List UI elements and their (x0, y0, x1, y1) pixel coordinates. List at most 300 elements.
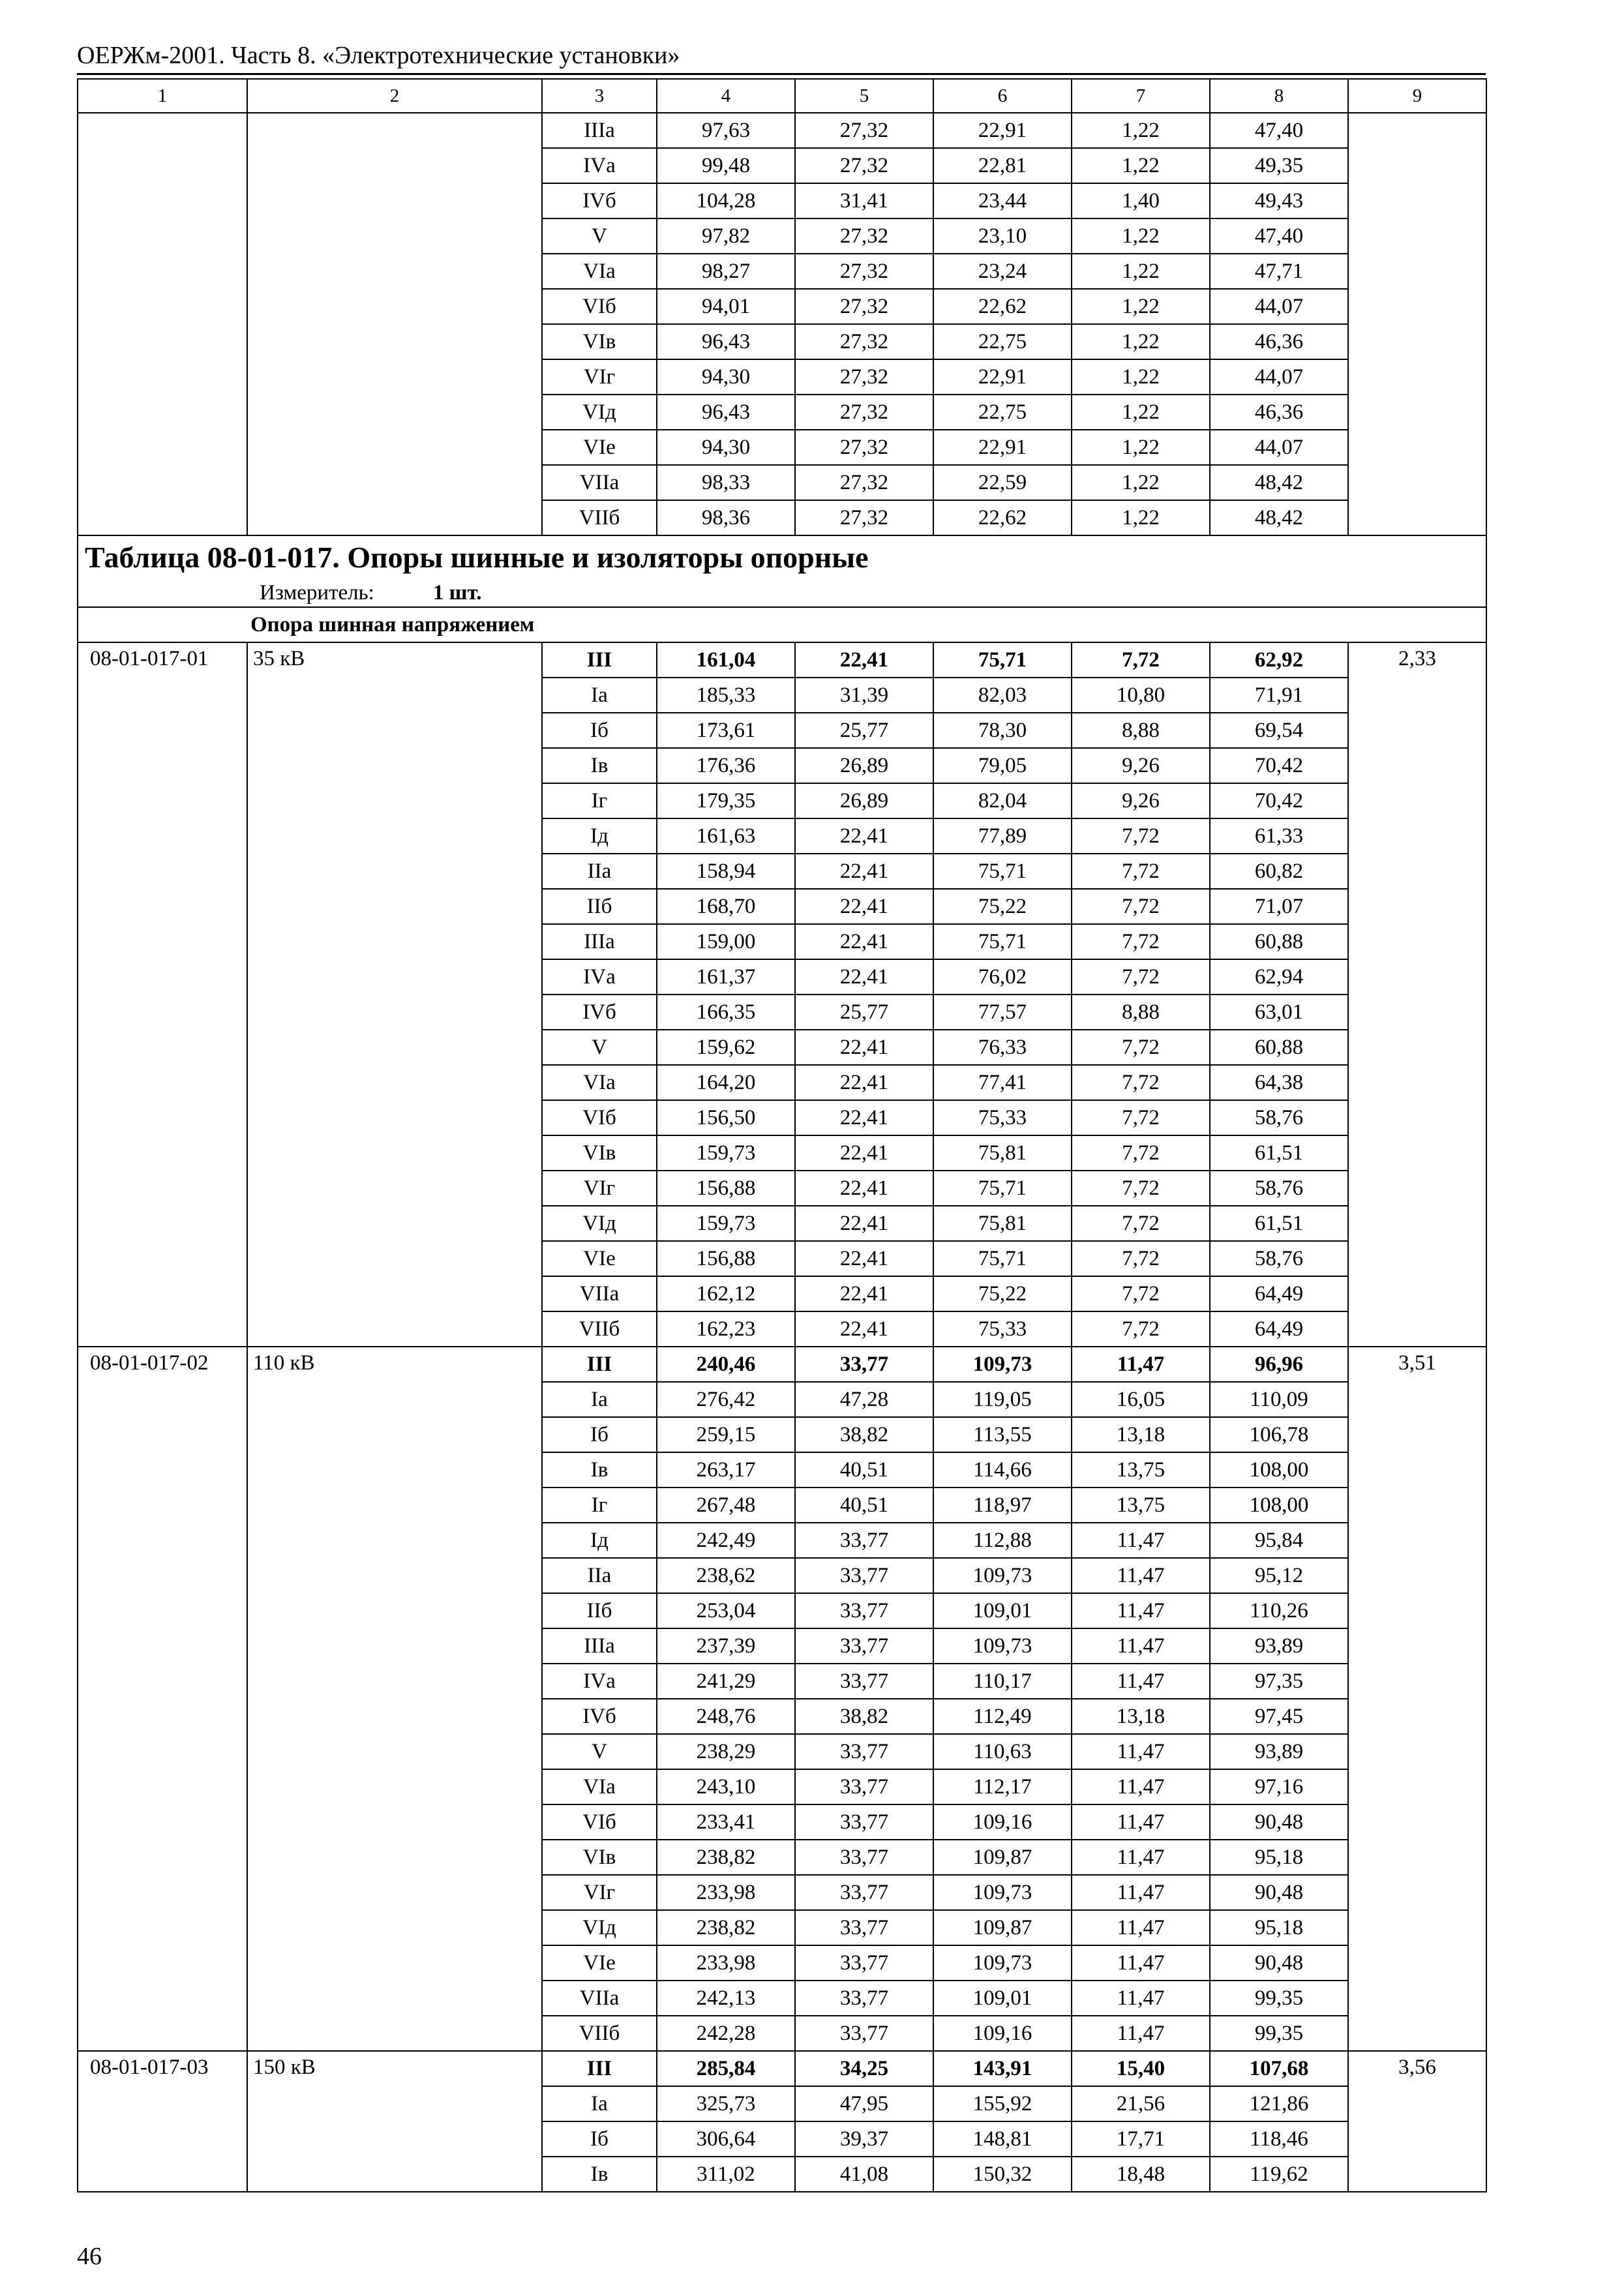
table-cell: 1,40 (1072, 183, 1210, 218)
table-cell: 78,30 (933, 713, 1072, 748)
table-cell: 93,89 (1210, 1628, 1348, 1664)
table-cell: 248,76 (657, 1699, 795, 1734)
table-cell: 1,22 (1072, 395, 1210, 430)
table-cell: 47,71 (1210, 254, 1348, 289)
table-cell: 70,42 (1210, 783, 1348, 818)
rate-name: 150 кВ (247, 2051, 542, 2192)
table-cell: 233,98 (657, 1875, 795, 1910)
table-row (78, 254, 1486, 289)
table-cell: 75,71 (933, 1241, 1072, 1276)
table-cell: 75,71 (933, 854, 1072, 889)
empty-cell (1348, 183, 1486, 218)
table-cell: 11,47 (1072, 1664, 1210, 1699)
empty-cell (247, 324, 542, 359)
table-cell: 242,13 (657, 1981, 795, 2016)
table-cell: 11,47 (1072, 1347, 1210, 1382)
table-cell: 162,12 (657, 1276, 795, 1311)
table-cell: 23,44 (933, 183, 1072, 218)
table-cell: 41,08 (795, 2157, 933, 2192)
table-cell: 109,16 (933, 1804, 1072, 1840)
table-cell: 240,46 (657, 1347, 795, 1382)
table-cell: 33,77 (795, 1347, 933, 1382)
table-cell: 156,88 (657, 1171, 795, 1206)
column-number: 3 (542, 79, 657, 113)
table-cell: 242,28 (657, 2016, 795, 2051)
table-cell: 95,84 (1210, 1523, 1348, 1558)
table-cell: VIб (542, 289, 657, 324)
rate-name: 110 кВ (247, 1347, 542, 2051)
table-title-cell (78, 535, 1486, 607)
column-number: 7 (1072, 79, 1210, 113)
table-cell: 27,32 (795, 324, 933, 359)
table-cell: IVб (542, 995, 657, 1030)
table-cell: 11,47 (1072, 1840, 1210, 1875)
table-cell: 62,92 (1210, 642, 1348, 678)
table-cell: 47,95 (795, 2086, 933, 2121)
table-cell: 13,18 (1072, 1417, 1210, 1452)
table-cell: 159,73 (657, 1206, 795, 1241)
table-cell: 238,82 (657, 1840, 795, 1875)
table-row (78, 465, 1486, 500)
table-cell: 27,32 (795, 218, 933, 254)
table-cell: 155,92 (933, 2086, 1072, 2121)
table-cell: 22,81 (933, 148, 1072, 183)
empty-cell (78, 430, 247, 465)
table-cell: 109,73 (933, 1347, 1072, 1382)
table-cell: 96,96 (1210, 1347, 1348, 1382)
table-cell: 33,77 (795, 1523, 933, 1558)
table-cell: 173,61 (657, 713, 795, 748)
table-cell: VIIб (542, 2016, 657, 2051)
table-cell: 22,41 (795, 924, 933, 959)
table-cell: 161,37 (657, 959, 795, 995)
table-cell: 161,04 (657, 642, 795, 678)
table-cell: 242,49 (657, 1523, 795, 1558)
table-cell: 75,22 (933, 1276, 1072, 1311)
table-cell: 119,05 (933, 1382, 1072, 1417)
table-cell: 11,47 (1072, 1804, 1210, 1840)
table-cell: IVб (542, 1699, 657, 1734)
empty-cell (247, 218, 542, 254)
empty-cell (1348, 218, 1486, 254)
table-cell: 60,82 (1210, 854, 1348, 889)
empty-cell (78, 324, 247, 359)
table-cell: 27,32 (795, 148, 933, 183)
table-cell: V (542, 218, 657, 254)
table-cell: 33,77 (795, 1840, 933, 1875)
column-number: 1 (78, 79, 247, 113)
table-cell: VIд (542, 1206, 657, 1241)
table-cell: 46,36 (1210, 395, 1348, 430)
table-cell: 162,23 (657, 1311, 795, 1347)
table-row (78, 395, 1486, 430)
column-number: 5 (795, 79, 933, 113)
table-cell: 11,47 (1072, 1593, 1210, 1628)
table-cell: 33,77 (795, 2016, 933, 2051)
table-cell: 11,47 (1072, 1875, 1210, 1910)
table-cell: 107,68 (1210, 2051, 1348, 2086)
table-cell: 97,63 (657, 113, 795, 148)
table-cell: 48,42 (1210, 500, 1348, 535)
empty-cell (78, 254, 247, 289)
empty-cell (1348, 148, 1486, 183)
table-cell: VIд (542, 395, 657, 430)
table-cell: 13,75 (1072, 1452, 1210, 1488)
table-cell: 94,30 (657, 430, 795, 465)
table-cell: 58,76 (1210, 1171, 1348, 1206)
table-cell: 276,42 (657, 1382, 795, 1417)
empty-cell (1348, 113, 1486, 148)
table-cell: 95,18 (1210, 1910, 1348, 1945)
meter-label: Измеритель: (260, 581, 374, 605)
table-cell: 99,35 (1210, 2016, 1348, 2051)
empty-cell (247, 430, 542, 465)
table-cell: 9,26 (1072, 748, 1210, 783)
table-cell: 77,57 (933, 995, 1072, 1030)
table-cell: 26,89 (795, 748, 933, 783)
table-cell: V (542, 1030, 657, 1065)
table-cell: 22,41 (795, 889, 933, 924)
rate-name: 35 кВ (247, 642, 542, 1347)
table-cell: VIа (542, 254, 657, 289)
table-cell: VIб (542, 1100, 657, 1135)
table-cell: 22,41 (795, 1206, 933, 1241)
table-cell: 22,75 (933, 395, 1072, 430)
table-cell: VIв (542, 324, 657, 359)
table-cell: 33,77 (795, 1804, 933, 1840)
table-cell: 25,77 (795, 713, 933, 748)
table-cell: 7,72 (1072, 642, 1210, 678)
table-cell: 267,48 (657, 1488, 795, 1523)
table-cell: 75,81 (933, 1206, 1072, 1241)
table-cell: 108,00 (1210, 1488, 1348, 1523)
table-cell: 22,91 (933, 359, 1072, 395)
table-cell: 325,73 (657, 2086, 795, 2121)
table-cell: 7,72 (1072, 1206, 1210, 1241)
table-cell: 75,71 (933, 642, 1072, 678)
table-cell: VIг (542, 1875, 657, 1910)
table-cell: 164,20 (657, 1065, 795, 1100)
empty-cell (78, 465, 247, 500)
table-cell: 58,76 (1210, 1241, 1348, 1276)
table-cell: VIв (542, 1840, 657, 1875)
table-cell: 33,77 (795, 1945, 933, 1981)
table-cell: IIIа (542, 1628, 657, 1664)
rate-code: 08-01-017-01 (78, 642, 247, 1347)
table-cell: 97,35 (1210, 1664, 1348, 1699)
table-cell: 1,22 (1072, 148, 1210, 183)
table-cell: 7,72 (1072, 1065, 1210, 1100)
table-cell: 106,78 (1210, 1417, 1348, 1452)
table-cell: 61,51 (1210, 1135, 1348, 1171)
table-cell: 15,40 (1072, 2051, 1210, 2086)
table-cell: 22,41 (795, 1135, 933, 1171)
table-cell: 237,39 (657, 1628, 795, 1664)
table-cell: 47,28 (795, 1382, 933, 1417)
table-cell: III (542, 1347, 657, 1382)
empty-cell (1348, 465, 1486, 500)
table-cell: Iв (542, 1452, 657, 1488)
table-cell: 39,37 (795, 2121, 933, 2157)
table-cell: Iг (542, 1488, 657, 1523)
table-cell: VIг (542, 359, 657, 395)
table-cell: 8,88 (1072, 713, 1210, 748)
table-cell: 99,35 (1210, 1981, 1348, 2016)
table-cell: 96,43 (657, 324, 795, 359)
empty-cell (1348, 359, 1486, 395)
table-cell: 306,64 (657, 2121, 795, 2157)
table-cell: 95,12 (1210, 1558, 1348, 1593)
table-cell: 22,41 (795, 1311, 933, 1347)
table-cell: IVа (542, 148, 657, 183)
meter-unit: 1 шт. (432, 581, 482, 605)
table-cell: 62,94 (1210, 959, 1348, 995)
table-cell: 26,89 (795, 783, 933, 818)
table-cell: 233,41 (657, 1804, 795, 1840)
table-cell: 64,49 (1210, 1311, 1348, 1347)
table-cell: 109,16 (933, 2016, 1072, 2051)
empty-cell (78, 113, 247, 148)
table-cell: 40,51 (795, 1452, 933, 1488)
section-label: Опора шинная напряжением (78, 607, 1486, 642)
table-cell: 109,01 (933, 1593, 1072, 1628)
page-number: 46 (77, 2243, 102, 2270)
table-cell: 22,62 (933, 289, 1072, 324)
empty-cell (247, 113, 542, 148)
table-cell: 7,72 (1072, 1030, 1210, 1065)
empty-cell (78, 183, 247, 218)
table-cell: 112,49 (933, 1699, 1072, 1734)
table-cell: VIб (542, 1804, 657, 1840)
table-cell: 156,50 (657, 1100, 795, 1135)
column-number: 6 (933, 79, 1072, 113)
table-cell: 75,71 (933, 924, 1072, 959)
rates-table (77, 78, 1487, 2192)
table-cell: 18,48 (1072, 2157, 1210, 2192)
table-cell: 22,41 (795, 1241, 933, 1276)
table-cell: 38,82 (795, 1699, 933, 1734)
table-cell: 11,47 (1072, 1769, 1210, 1804)
table-cell: 33,77 (795, 1664, 933, 1699)
table-cell: IIа (542, 854, 657, 889)
table-cell: 22,41 (795, 1171, 933, 1206)
table-cell: IVа (542, 959, 657, 995)
table-cell: 110,17 (933, 1664, 1072, 1699)
table-cell: 33,77 (795, 1558, 933, 1593)
table-cell: 108,00 (1210, 1452, 1348, 1488)
table-cell: 233,98 (657, 1945, 795, 1981)
table-cell: III (542, 2051, 657, 2086)
table-cell: 11,47 (1072, 1910, 1210, 1945)
table-cell: VIе (542, 1241, 657, 1276)
empty-cell (78, 218, 247, 254)
table-cell: 76,02 (933, 959, 1072, 995)
table-cell: Iа (542, 678, 657, 713)
table-cell: 58,76 (1210, 1100, 1348, 1135)
table-cell: 61,33 (1210, 818, 1348, 854)
table-cell: Iд (542, 818, 657, 854)
table-cell: 22,41 (795, 854, 933, 889)
table-cell: 109,73 (933, 1558, 1072, 1593)
table-cell: IIб (542, 889, 657, 924)
table-cell: Iа (542, 2086, 657, 2121)
table-cell: 112,88 (933, 1523, 1072, 1558)
table-cell: 71,91 (1210, 678, 1348, 713)
table-cell: 7,72 (1072, 1100, 1210, 1135)
table-cell: 64,49 (1210, 1276, 1348, 1311)
table-cell: 33,77 (795, 1734, 933, 1769)
table-cell: 79,05 (933, 748, 1072, 783)
empty-cell (247, 465, 542, 500)
table-cell: 259,15 (657, 1417, 795, 1452)
table-cell: IIIа (542, 924, 657, 959)
table-cell: VIIа (542, 465, 657, 500)
table-cell: 22,41 (795, 642, 933, 678)
table-cell: 70,42 (1210, 748, 1348, 783)
rate-last-value: 2,33 (1348, 642, 1486, 1347)
table-cell: 47,40 (1210, 113, 1348, 148)
table-cell: 1,22 (1072, 218, 1210, 254)
table-row (78, 2051, 1486, 2086)
table-row (78, 642, 1486, 678)
table-cell: 16,05 (1072, 1382, 1210, 1417)
empty-cell (1348, 430, 1486, 465)
table-cell: 21,56 (1072, 2086, 1210, 2121)
table-cell: V (542, 1734, 657, 1769)
table-cell: 118,97 (933, 1488, 1072, 1523)
empty-cell (1348, 254, 1486, 289)
table-cell: 95,18 (1210, 1840, 1348, 1875)
table-cell: Iг (542, 783, 657, 818)
table-cell: 76,33 (933, 1030, 1072, 1065)
table-cell: III (542, 642, 657, 678)
table-cell: 98,33 (657, 465, 795, 500)
table-cell: 94,01 (657, 289, 795, 324)
empty-cell (247, 148, 542, 183)
table-cell: 1,22 (1072, 113, 1210, 148)
table-cell: 7,72 (1072, 1311, 1210, 1347)
table-cell: 44,07 (1210, 289, 1348, 324)
table-title-row (78, 535, 1486, 607)
table-cell: VIг (542, 1171, 657, 1206)
table-cell: 33,77 (795, 1628, 933, 1664)
table-cell: 38,82 (795, 1417, 933, 1452)
table-row (78, 500, 1486, 535)
table-cell: 311,02 (657, 2157, 795, 2192)
table-cell: 75,33 (933, 1100, 1072, 1135)
table-cell: 7,72 (1072, 1276, 1210, 1311)
table-cell: 98,27 (657, 254, 795, 289)
table-cell: 1,22 (1072, 254, 1210, 289)
table-cell: 22,41 (795, 959, 933, 995)
empty-cell (1348, 500, 1486, 535)
table-cell: 109,01 (933, 1981, 1072, 2016)
rate-code: 08-01-017-02 (78, 1347, 247, 2051)
table-cell: 94,30 (657, 359, 795, 395)
table-row (78, 430, 1486, 465)
table-cell: Iв (542, 748, 657, 783)
table-cell: 71,07 (1210, 889, 1348, 924)
table-cell: 17,71 (1072, 2121, 1210, 2157)
table-cell: 10,80 (1072, 678, 1210, 713)
table-cell: 243,10 (657, 1769, 795, 1804)
table-cell: IVб (542, 183, 657, 218)
table-cell: 90,48 (1210, 1804, 1348, 1840)
table-cell: 22,75 (933, 324, 1072, 359)
table-cell: 75,71 (933, 1171, 1072, 1206)
table-cell: 8,88 (1072, 995, 1210, 1030)
table-cell: 60,88 (1210, 1030, 1348, 1065)
empty-cell (247, 289, 542, 324)
table-cell: 113,55 (933, 1417, 1072, 1452)
table-cell: 44,07 (1210, 430, 1348, 465)
table-cell: 13,18 (1072, 1699, 1210, 1734)
table-cell: 27,32 (795, 254, 933, 289)
table-cell: 60,88 (1210, 924, 1348, 959)
table-cell: 22,41 (795, 1030, 933, 1065)
table-cell: 1,22 (1072, 324, 1210, 359)
table-cell: 31,39 (795, 678, 933, 713)
table-cell: VIв (542, 1135, 657, 1171)
table-cell: 109,87 (933, 1910, 1072, 1945)
table-cell: 27,32 (795, 395, 933, 430)
rate-last-value: 3,56 (1348, 2051, 1486, 2192)
section-row (78, 607, 1486, 642)
table-cell: 22,41 (795, 1100, 933, 1135)
empty-cell (78, 359, 247, 395)
table-cell: 263,17 (657, 1452, 795, 1488)
table-cell: 22,91 (933, 430, 1072, 465)
table-cell: 238,82 (657, 1910, 795, 1945)
table-cell: 27,32 (795, 500, 933, 535)
table-cell: 109,73 (933, 1945, 1072, 1981)
table-cell: 33,77 (795, 1910, 933, 1945)
column-number: 4 (657, 79, 795, 113)
header-rule (77, 73, 1486, 75)
empty-cell (78, 289, 247, 324)
table-cell: 114,66 (933, 1452, 1072, 1488)
table-cell: 97,45 (1210, 1699, 1348, 1734)
table-cell: 241,29 (657, 1664, 795, 1699)
table-cell: 7,72 (1072, 1135, 1210, 1171)
table-cell: 156,88 (657, 1241, 795, 1276)
table-cell: 143,91 (933, 2051, 1072, 2086)
table-cell: 82,04 (933, 783, 1072, 818)
empty-cell (78, 395, 247, 430)
table-cell: 1,22 (1072, 465, 1210, 500)
table-cell: 168,70 (657, 889, 795, 924)
page-header: ОЕРЖм-2001. Часть 8. «Электротехнические установки» (77, 42, 680, 69)
table-cell: Iб (542, 713, 657, 748)
table-cell: 7,72 (1072, 924, 1210, 959)
table-cell: 82,03 (933, 678, 1072, 713)
table-row (78, 218, 1486, 254)
table-cell: 27,32 (795, 359, 933, 395)
table-cell: 11,47 (1072, 1981, 1210, 2016)
table-cell: 118,46 (1210, 2121, 1348, 2157)
table-cell: 77,89 (933, 818, 1072, 854)
table-cell: 22,41 (795, 818, 933, 854)
rate-code: 08-01-017-03 (78, 2051, 247, 2192)
table-cell: 23,10 (933, 218, 1072, 254)
table-cell: 75,33 (933, 1311, 1072, 1347)
table-cell: 27,32 (795, 430, 933, 465)
table-cell: 119,62 (1210, 2157, 1348, 2192)
table-cell: VIе (542, 430, 657, 465)
table-cell: 27,32 (795, 465, 933, 500)
table-cell: 159,73 (657, 1135, 795, 1171)
table-cell: 11,47 (1072, 2016, 1210, 2051)
